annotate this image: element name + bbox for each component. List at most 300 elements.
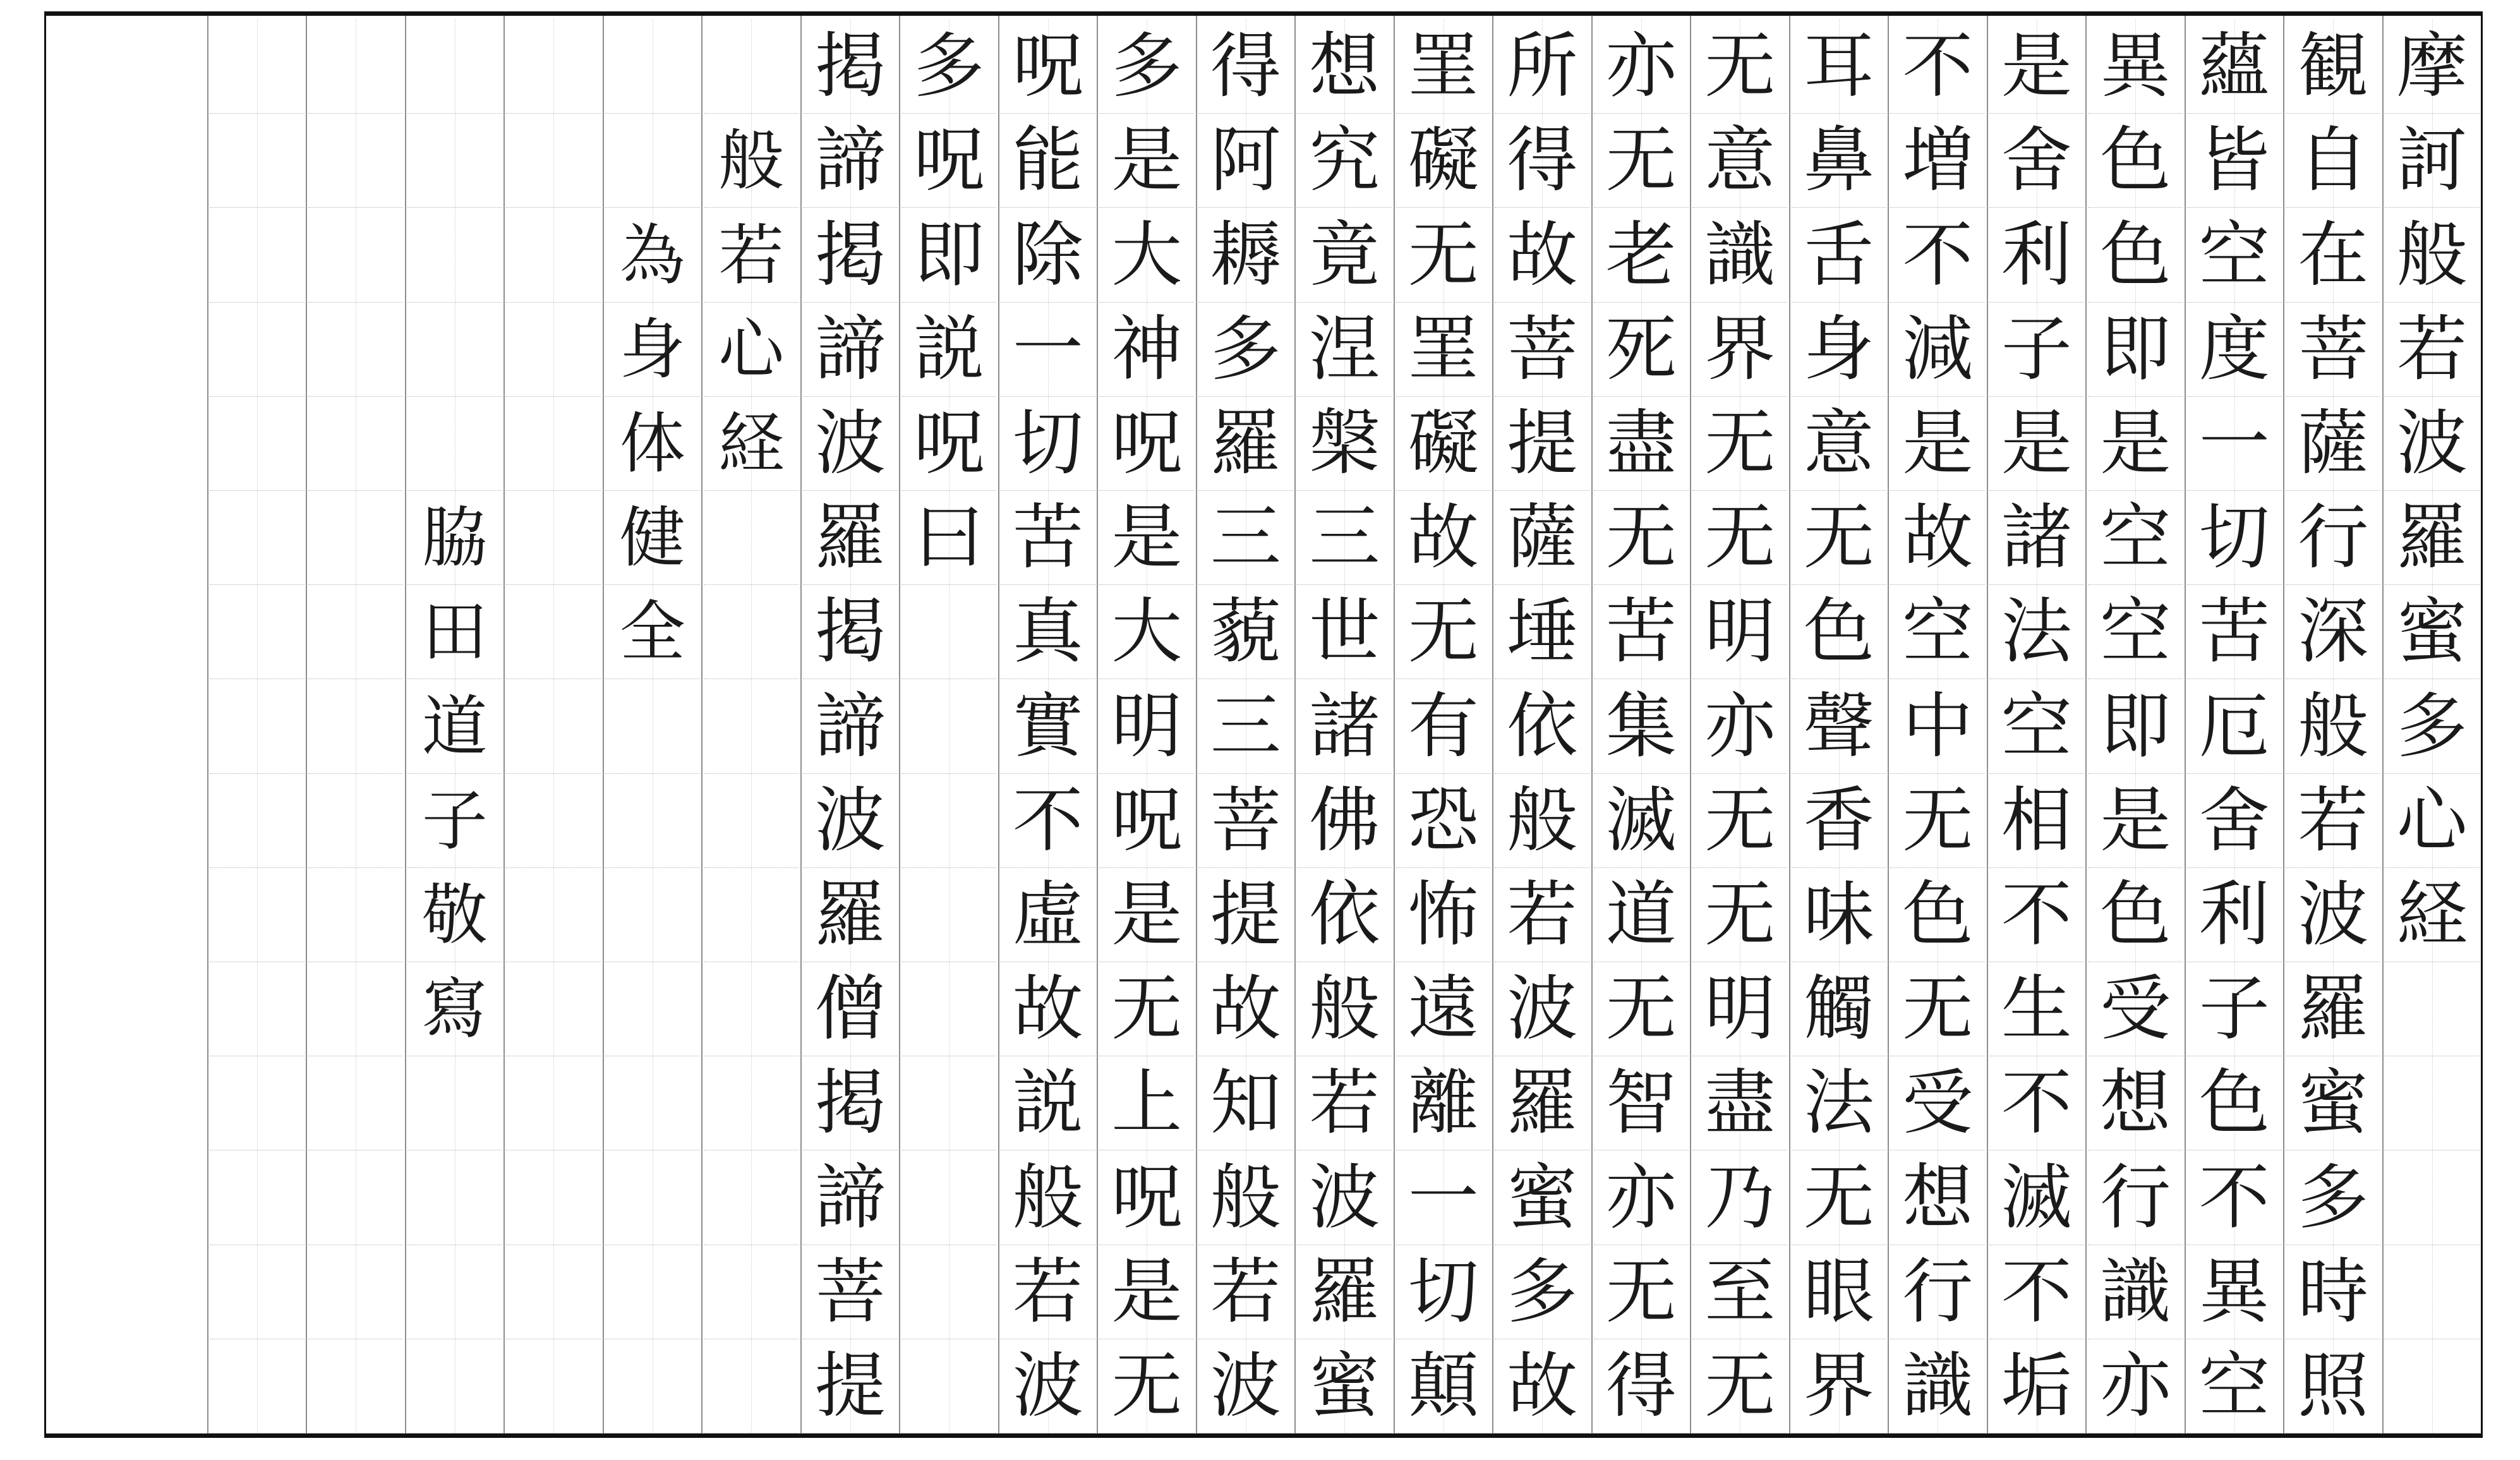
glyph-cell [704,1339,799,1433]
col-20-blank [503,16,603,1433]
glyph-cell [1198,491,1293,585]
glyph-cell [1890,114,1985,208]
glyph: 罣 [1408,25,1479,108]
glyph-cell [1001,20,1095,114]
glyph-cell [210,962,304,1056]
glyph: 増 [1902,119,1974,202]
glyph-cell [605,679,700,773]
glyph: 心 [2396,779,2468,862]
col-07 [1789,16,1888,1433]
glyph-cell [1297,868,1392,962]
glyph-cell [308,303,403,397]
glyph: 明 [1704,968,1776,1051]
glyph-cell [1594,397,1689,491]
glyph: 明 [1111,685,1183,768]
glyph-cell [803,491,898,585]
glyph-cell [210,585,304,679]
glyph-cell [2088,774,2183,868]
glyph-cell [1396,208,1491,302]
glyph: 自 [2298,119,2369,202]
glyph-cell [1792,303,1886,397]
glyph-cell [704,1245,799,1339]
glyph: 提 [1507,402,1578,485]
glyph: 色 [2100,119,2171,202]
glyph: 道 [421,687,488,765]
column-container [46,16,2481,1433]
glyph-cell [2187,1056,2282,1150]
glyph: 波 [1012,1344,1083,1427]
glyph-cell [2187,397,2282,491]
glyph: 想 [2100,1062,2171,1145]
glyph-cell [1099,962,1194,1056]
glyph-cell [1890,679,1985,773]
glyph-cell [2385,585,2480,679]
glyph: 涅 [1309,308,1380,390]
glyph: 羅 [1309,1250,1380,1333]
glyph-cell [1198,303,1293,397]
glyph-cell [506,20,601,114]
glyph-cell [210,1150,304,1245]
glyph-cell [2286,1150,2380,1245]
col-16 [899,16,998,1433]
glyph: 埵 [1507,591,1578,673]
glyph-cell [1099,679,1194,773]
glyph: 耨 [1210,214,1281,296]
glyph: 三 [1210,685,1281,768]
glyph: 異 [2100,25,2171,108]
glyph-cell [2286,303,2380,397]
glyph-cell [1594,1339,1689,1433]
glyph: 提 [814,1344,886,1427]
glyph-cell [1989,1245,2084,1339]
glyph-cell [2286,397,2380,491]
glyph-cell [407,1056,502,1150]
glyph-cell [1792,1056,1886,1150]
glyph-cell [2088,114,2183,208]
glyph-cell [1099,1339,1194,1433]
glyph: 无 [1704,873,1776,956]
glyph-cell [2385,491,2480,585]
glyph-cell [506,1339,601,1433]
glyph-cell [704,397,799,491]
glyph: 色 [1803,591,1874,673]
glyph-cell [1198,962,1293,1056]
glyph-cell [1001,1056,1095,1150]
glyph: 界 [1803,1344,1874,1427]
glyph-cell [1594,114,1689,208]
glyph: 乃 [1704,1156,1776,1239]
glyph-cell [1099,303,1194,397]
glyph-cell [2286,774,2380,868]
glyph-cell [2286,114,2380,208]
glyph: 能 [1012,119,1083,202]
glyph-cell [1692,303,1787,397]
glyph-cell [1594,774,1689,868]
glyph: 諦 [814,1156,886,1239]
glyph: 般 [1210,1156,1281,1239]
glyph: 依 [1507,685,1578,768]
glyph: 為 [619,216,685,294]
glyph: 子 [421,781,488,859]
glyph: 掲 [814,25,886,108]
glyph-cell [1692,20,1787,114]
glyph: 行 [2298,497,2369,579]
glyph-cell [1692,868,1787,962]
glyph: 羅 [814,873,886,956]
glyph: 多 [2298,1156,2369,1239]
glyph-cell [506,114,601,208]
glyph-cell [1890,774,1985,868]
glyph: 无 [1704,402,1776,485]
glyph-cell [803,397,898,491]
glyph-cell [2187,774,2282,868]
glyph-cell [1198,679,1293,773]
glyph-cell [704,208,799,302]
glyph: 中 [1902,685,1974,768]
glyph: 无 [1902,779,1974,862]
glyph-cell [2088,397,2183,491]
glyph: 三 [1210,497,1281,579]
glyph: 掲 [814,591,886,673]
glyph-cell [210,491,304,585]
glyph-cell [803,1339,898,1433]
glyph-cell [2286,1245,2380,1339]
glyph-cell [901,774,996,868]
glyph-cell [1001,491,1095,585]
glyph-cell [1495,114,1589,208]
glyph-cell [605,1056,700,1150]
glyph: 多 [1210,308,1281,390]
glyph-cell [2187,1245,2282,1339]
glyph-cell [1495,1245,1589,1339]
glyph-cell [1396,774,1491,868]
glyph-cell [1099,1056,1194,1150]
glyph-cell [407,1150,502,1245]
glyph-cell [308,1339,403,1433]
glyph: 眼 [1803,1250,1874,1333]
glyph: 切 [1012,402,1083,485]
glyph: 利 [2001,214,2072,296]
glyph: 无 [1803,497,1874,579]
glyph: 訶 [2396,119,2468,202]
col-13 [1196,16,1295,1433]
glyph-cell [803,1245,898,1339]
glyph: 深 [2298,591,2369,673]
glyph: 實 [1012,685,1083,768]
glyph-cell [1792,774,1886,868]
glyph-cell [2088,1056,2183,1150]
glyph-cell [1001,585,1095,679]
glyph-cell [1792,1150,1886,1245]
glyph-cell [1989,585,2084,679]
glyph-cell [901,114,996,208]
glyph: 不 [1012,779,1083,862]
glyph-cell [1692,1245,1787,1339]
glyph-cell [2187,491,2282,585]
glyph: 識 [1704,214,1776,296]
glyph-cell [1890,1150,1985,1245]
glyph-cell [2187,962,2282,1056]
glyph-cell [2187,20,2282,114]
col-03 [2185,16,2284,1433]
glyph-cell [1495,397,1589,491]
glyph-cell [1099,774,1194,868]
glyph-cell [901,1339,996,1433]
glyph-cell [1792,868,1886,962]
glyph-cell [1989,20,2084,114]
glyph-cell [1989,679,2084,773]
glyph: 寫 [421,970,488,1048]
glyph-cell [1198,585,1293,679]
glyph: 故 [1507,1344,1578,1427]
glyph-cell [605,397,700,491]
glyph: 羅 [1210,402,1281,485]
glyph-cell [803,208,898,302]
glyph-cell [2088,491,2183,585]
glyph: 菩 [814,1250,886,1333]
col-04 [2085,16,2185,1433]
glyph: 无 [1704,25,1776,108]
glyph: 除 [1012,214,1083,296]
glyph: 波 [2298,873,2369,956]
glyph: 蜜 [1309,1344,1380,1427]
glyph: 波 [1507,968,1578,1051]
glyph-cell [1692,774,1787,868]
glyph: 健 [619,499,685,577]
glyph-cell [1890,1339,1985,1433]
glyph-cell [1198,1339,1293,1433]
glyph: 觸 [1803,968,1874,1051]
glyph-cell [605,20,700,114]
glyph-cell [1989,1339,2084,1433]
glyph: 諸 [1309,685,1380,768]
glyph: 是 [1111,1250,1183,1333]
glyph-cell [407,962,502,1056]
glyph-cell [1297,1056,1392,1150]
glyph-cell [1792,491,1886,585]
glyph-cell [803,1150,898,1245]
glyph-cell [1890,303,1985,397]
glyph-cell [1396,303,1491,397]
glyph: 苦 [1605,591,1677,673]
glyph-cell [2385,20,2480,114]
glyph: 藐 [1210,591,1281,673]
glyph: 所 [1507,25,1578,108]
glyph-cell [2385,868,2480,962]
glyph-cell [407,679,502,773]
glyph-cell [803,1056,898,1150]
glyph: 般 [1507,779,1578,862]
glyph-cell [506,774,601,868]
glyph-cell [308,208,403,302]
glyph-cell [1594,1056,1689,1150]
glyph: 蜜 [2298,1062,2369,1145]
glyph: 色 [2100,214,2171,296]
glyph-cell [1594,208,1689,302]
glyph-cell [2088,962,2183,1056]
glyph: 不 [1902,214,1974,296]
glyph-cell [1495,679,1589,773]
glyph-cell [2286,491,2380,585]
glyph-cell [1989,774,2084,868]
glyph-cell [2286,1339,2380,1433]
glyph-cell [901,868,996,962]
glyph: 法 [2001,591,2072,673]
glyph-cell [1495,303,1589,397]
glyph: 恐 [1408,779,1479,862]
glyph: 智 [1605,1062,1677,1145]
glyph: 諦 [814,119,886,202]
glyph: 是 [2100,402,2171,485]
glyph: 呪 [913,402,985,485]
glyph-cell [1594,962,1689,1056]
glyph-cell [1989,397,2084,491]
glyph-cell [605,962,700,1056]
glyph-cell [407,303,502,397]
glyph-cell [308,774,403,868]
glyph-cell [1396,1150,1491,1245]
glyph: 得 [1210,25,1281,108]
glyph: 般 [2298,685,2369,768]
glyph-cell [506,1056,601,1150]
glyph: 一 [1012,308,1083,390]
glyph: 摩 [2396,25,2468,108]
glyph: 即 [2100,685,2171,768]
glyph-cell [1594,1150,1689,1245]
glyph: 受 [1902,1062,1974,1145]
glyph-cell [704,1150,799,1245]
glyph-cell [1001,303,1095,397]
glyph-cell [704,491,799,585]
glyph: 得 [1507,119,1578,202]
glyph: 空 [2100,591,2171,673]
glyph: 羅 [814,497,886,579]
glyph-cell [1594,1245,1689,1339]
glyph-cell [2385,303,2480,397]
glyph-cell [407,1339,502,1433]
glyph: 在 [2298,214,2369,296]
glyph-cell [2385,208,2480,302]
glyph: 波 [2396,402,2468,485]
col-01-title [2382,16,2481,1433]
glyph: 死 [1605,308,1677,390]
glyph-cell [2187,303,2282,397]
glyph-cell [901,491,996,585]
glyph: 大 [1111,591,1183,673]
glyph: 佛 [1309,779,1380,862]
glyph: 空 [2100,497,2171,579]
glyph-cell [1396,491,1491,585]
glyph: 无 [1704,779,1776,862]
glyph-cell [1198,20,1293,114]
glyph-cell [1297,1150,1392,1245]
glyph-cell [407,585,502,679]
glyph: 観 [2298,25,2369,108]
glyph-cell [1495,962,1589,1056]
glyph-cell [2088,208,2183,302]
glyph-cell [1001,679,1095,773]
glyph-cell [407,491,502,585]
glyph: 虛 [1012,873,1083,956]
glyph: 相 [2001,779,2072,862]
glyph-cell [1692,397,1787,491]
col-05 [1987,16,2086,1433]
glyph-cell [1396,397,1491,491]
glyph: 波 [814,402,886,485]
glyph: 離 [1408,1062,1479,1145]
glyph: 厄 [2198,685,2270,768]
glyph-cell [1001,1245,1095,1339]
glyph: 究 [1309,119,1380,202]
glyph-cell [2385,114,2480,208]
glyph-cell [2187,1339,2282,1433]
glyph-cell [1495,774,1589,868]
glyph-cell [1792,1245,1886,1339]
glyph-cell [901,20,996,114]
glyph-cell [407,1245,502,1339]
glyph-cell [1890,208,1985,302]
glyph: 呪 [1111,1156,1183,1239]
glyph: 无 [1704,497,1776,579]
glyph-cell [1297,1339,1392,1433]
col-21-signature [405,16,504,1433]
glyph: 苦 [2198,591,2270,673]
glyph-cell [2286,585,2380,679]
glyph: 若 [1012,1250,1083,1333]
glyph-cell [2385,1150,2480,1245]
glyph: 経 [718,404,785,482]
glyph-cell [605,1150,700,1245]
glyph-cell [803,679,898,773]
glyph-cell [803,20,898,114]
glyph-cell [1001,774,1095,868]
glyph: 槃 [1309,402,1380,485]
glyph: 蜜 [1507,1156,1578,1239]
glyph: 蜜 [2396,591,2468,673]
glyph: 想 [1902,1156,1974,1239]
glyph-cell [1099,1150,1194,1245]
glyph-cell [1692,1150,1787,1245]
glyph: 諦 [814,685,886,768]
glyph: 竟 [1309,214,1380,296]
glyph-cell [1495,20,1589,114]
glyph: 是 [2100,779,2171,862]
glyph: 掲 [814,1062,886,1145]
glyph: 説 [1012,1062,1083,1145]
glyph-cell [1792,1339,1886,1433]
glyph: 若 [1507,873,1578,956]
glyph-cell [1297,962,1392,1056]
glyph: 无 [1605,119,1677,202]
glyph: 度 [2198,308,2270,390]
glyph-cell [2088,303,2183,397]
glyph-cell [2187,679,2282,773]
glyph: 阿 [1210,119,1281,202]
glyph: 曰 [913,497,985,579]
glyph-cell [1890,397,1985,491]
glyph: 識 [2100,1250,2171,1333]
glyph-cell [901,679,996,773]
glyph: 无 [1605,1250,1677,1333]
glyph-cell [308,679,403,773]
glyph: 諦 [814,308,886,390]
glyph-cell [1396,114,1491,208]
glyph: 故 [1408,497,1479,579]
glyph-cell [1396,585,1491,679]
glyph: 空 [2198,214,2270,296]
glyph-cell [308,20,403,114]
glyph: 呪 [913,119,985,202]
